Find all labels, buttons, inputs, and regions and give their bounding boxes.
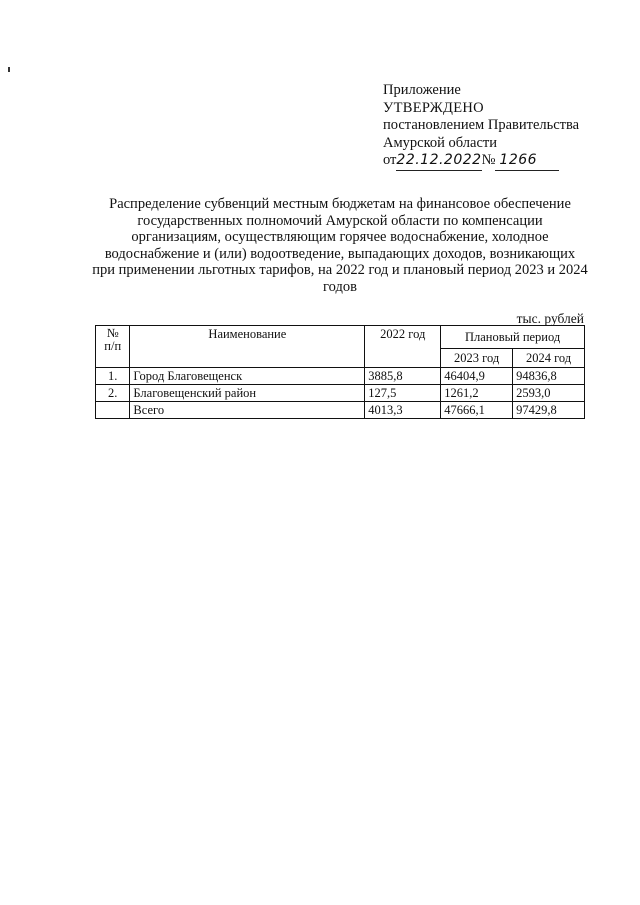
title-line-3: организациям, осуществляющим горячее водоснабжение, холодное xyxy=(131,229,549,245)
header-number-symbol: № xyxy=(106,326,119,340)
title-line-5: при применении льготных тарифов, на 2022 год и плановый период 2023 и 2024 xyxy=(92,262,588,278)
cell-2024: 2593,0 xyxy=(513,385,585,402)
header-2022: 2022 год xyxy=(365,326,441,368)
document-title xyxy=(92,196,588,295)
title-line-6: годов xyxy=(323,278,357,295)
handwritten-number: 1266 xyxy=(495,152,559,171)
table-total-row xyxy=(96,402,585,419)
table-row xyxy=(96,368,585,385)
header-2024: 2024 год xyxy=(513,349,585,368)
title-line-4: водоснабжение и (или) водоотведение, выпадающих доходов, возникающих xyxy=(104,245,576,262)
handwritten-date: 22.12.2022 xyxy=(396,152,481,171)
table-row xyxy=(96,385,585,402)
approval-region-label: Амурской области xyxy=(383,134,497,151)
approval-annex-label: Приложение xyxy=(383,82,461,98)
cell-num xyxy=(96,402,130,419)
cell-2024: 94836,8 xyxy=(513,368,585,385)
cell-num: 1. xyxy=(96,368,130,385)
cell-2022: 127,5 xyxy=(365,385,441,402)
cell-name: Благовещенский район xyxy=(130,385,365,402)
cell-2023: 46404,9 xyxy=(441,368,513,385)
cell-num: 2. xyxy=(96,385,130,402)
header-2023: 2023 год xyxy=(441,349,513,368)
title-line-2: государственных полномочий Амурской области по компенсации xyxy=(137,212,543,229)
title-line-1: Распределение субвенций местным бюджетам на финансовое обеспечение xyxy=(109,196,571,212)
subvention-table xyxy=(95,325,585,419)
date-prefix: от xyxy=(383,152,397,168)
header-number xyxy=(96,326,130,368)
header-plan-period: Плановый период xyxy=(441,326,585,349)
scan-speck xyxy=(8,67,10,72)
approval-resolution-label: постановлением Правительства xyxy=(383,117,580,133)
cell-name: Город Благовещенск xyxy=(130,368,365,385)
table-header-row-1 xyxy=(96,326,585,349)
cell-2022: 4013,3 xyxy=(365,402,441,419)
cell-name: Всего xyxy=(130,402,365,419)
cell-2024: 97429,8 xyxy=(513,402,585,419)
approval-date-line xyxy=(383,152,623,171)
units-label: тыс. рублей xyxy=(516,311,584,326)
cell-2023: 47666,1 xyxy=(441,402,513,419)
header-number-abbr: п/п xyxy=(104,339,122,353)
header-name: Наименование xyxy=(130,326,365,368)
cell-2023: 1261,2 xyxy=(441,385,513,402)
approval-approved-label: УТВЕРЖДЕНО xyxy=(383,99,484,116)
approval-block xyxy=(383,82,623,171)
cell-2022: 3885,8 xyxy=(365,368,441,385)
number-prefix: № xyxy=(481,152,496,168)
